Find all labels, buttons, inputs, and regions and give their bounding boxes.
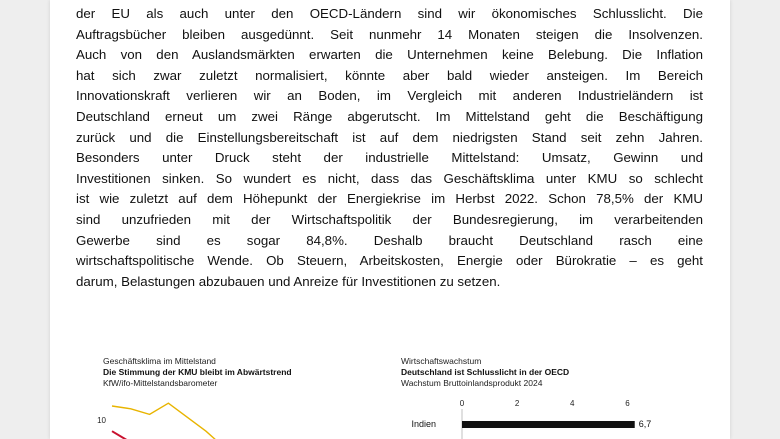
chart2-xtick: 6 (625, 399, 630, 408)
body-line: ist wie zuletzt auf dem Höhepunkt der Energiekrise im Herbst 2022. Schon 78,5% der KMU (76, 191, 703, 207)
chart2-xtick: 0 (459, 399, 465, 408)
body-line: Investitionen sinken. So wundert es nicht, dass das Geschäftsklima unter KMU so schlecht (76, 170, 703, 186)
chart1-subtitle: KfW/ifo-Mittelstandsbarometer (103, 378, 218, 388)
chart2-xtick: 4 (570, 399, 575, 408)
chart1-ytick: 10 (97, 416, 106, 425)
chart2-plot (400, 396, 670, 439)
body-line: Gewerbe sind es sogar 84,8%. Deshalb braucht Deutschland rasch eine (76, 232, 703, 248)
body-line: Auftragsbücher bleiben ausgedünnt. Seit nunmehr 14 Monaten steigen die Insolvenzen. (76, 26, 703, 42)
body-line: Innovationskraft verlieren wir an Boden, im Vergleich mit anderen Industrieländern ist (76, 88, 703, 104)
chart2-category-label: Indien (411, 419, 436, 429)
body-line: hat sich zwar zuletzt normalisiert, könnte aber bald wieder ansteigen. Im Bereich (76, 67, 703, 83)
chart2-kicker: Wirtschaftswachstum (401, 356, 482, 366)
chart1-title: Die Stimmung der KMU bleibt im Abwärtstrend (103, 367, 292, 377)
chart2-value-label: 6,7 (638, 419, 652, 429)
body-line: zurück und die Einstellungsbereitschaft ist auf dem niedrigsten Stand seit zehn Jahren. (76, 129, 703, 145)
body-line: wirtschaftspolitische Wende. Ob Steuern, Arbeitskosten, Energie oder Bürokratie – es geht (76, 253, 703, 269)
chart2-title: Deutschland ist Schlusslicht in der OECD (401, 367, 570, 377)
document-page (50, 0, 730, 439)
chart1-series-yellow (112, 403, 300, 439)
body-line: Auch von den Auslandsmärkten erwarten die Unternehmen keine Belebung. Die Inflation (76, 47, 703, 63)
chart2-bar (462, 421, 635, 428)
body-line: der EU als auch unter den OECD-Ländern sind wir ökonomisches Schlusslicht. Die (76, 6, 703, 21)
chart1-series-red (112, 431, 300, 439)
body-line: sind unzufrieden mit der Wirtschaftspolitik der Bundesregierung, im verarbeitenden (76, 211, 703, 227)
body-paragraph (76, 4, 703, 292)
chart2-subtitle: Wachstum Bruttoinlandsprodukt 2024 (401, 378, 543, 388)
body-line: Besonders unter Druck steht der industrielle Mittelstand: Umsatz, Gewinn und (76, 150, 703, 166)
chart1-kicker: Geschäftsklima im Mittelstand (103, 356, 216, 366)
body-line: darum, Belastungen abzubauen und Anreize für Investitionen zu setzen. (76, 273, 501, 289)
chart1-plot (90, 400, 320, 439)
chart2-xtick: 2 (514, 399, 520, 408)
body-line: Deutschland erneut um zwei Ränge abgerutscht. Im Mittelstand geht die Beschäftigung (76, 108, 703, 124)
